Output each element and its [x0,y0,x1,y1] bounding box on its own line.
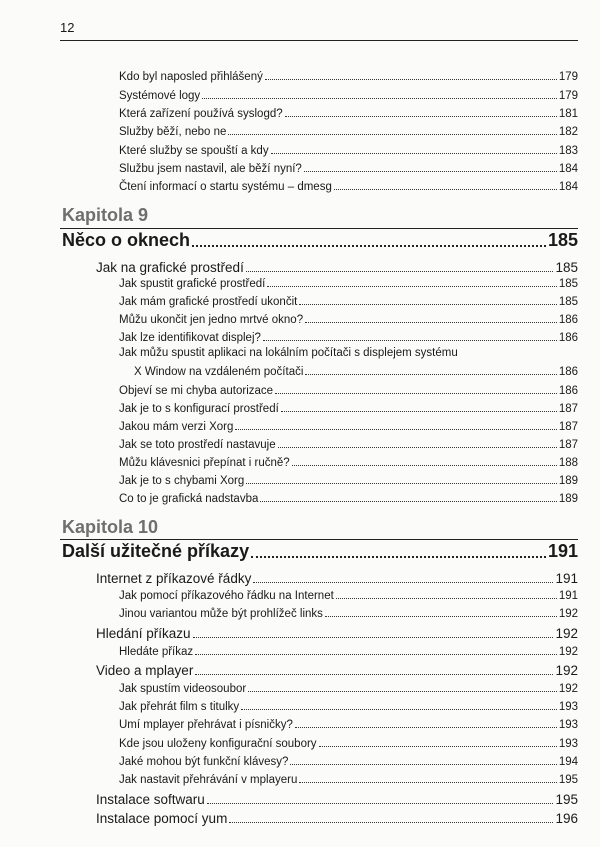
toc-entry[interactable] [119,679,578,695]
toc-entry[interactable] [119,752,578,768]
toc-entry[interactable] [119,159,578,175]
toc-entry[interactable] [119,67,578,83]
toc-entry-title: Systémové logy [119,90,201,102]
toc-entry-page: 191 [555,571,578,586]
toc-entry-page: 186 [558,385,578,397]
toc-entry-title: Instalace softwaru [96,792,205,807]
toc-section[interactable] [96,257,578,275]
toc-entry-title: Která zařízení používá syslogd? [119,108,283,120]
toc-entry[interactable] [119,274,578,290]
toc-entry[interactable] [119,453,578,469]
dot-leader [295,727,557,728]
toc-section[interactable] [96,789,578,807]
dot-leader [229,822,553,823]
toc-entry-page: 192 [558,646,578,658]
toc-entry-title: Jak přehrát film s titulky [119,701,240,713]
toc-entry-page: 187 [558,403,578,415]
toc-entry[interactable] [119,310,578,326]
dot-leader [246,483,557,484]
dot-leader [195,654,557,655]
toc-entry-title: Internet z příkazové řádky [96,571,252,586]
toc-entry-page: 184 [558,163,578,175]
toc-entry-page: 191 [547,541,578,561]
dot-leader [275,393,557,394]
toc-entry-title: Jakou mám verzi Xorg [119,421,234,433]
toc-entry[interactable] [119,715,578,731]
toc-entry-title-line1: Jak můžu spustit aplikaci na lokálním počítači s displejem systému [119,347,458,359]
dot-leader [281,411,557,412]
toc-entry-page: 179 [558,90,578,102]
toc-entry-page: 181 [558,108,578,120]
toc-entry-page: 192 [558,608,578,620]
dot-leader [228,134,556,135]
toc-section[interactable] [96,660,578,678]
toc-entry-title: Objeví se mi chyba autorizace [119,385,274,397]
toc-entry-title: Hledáte příkaz [119,646,194,658]
toc-entry-title: Jaké mohou být funkční klávesy? [119,756,289,768]
toc-entry[interactable] [119,328,578,344]
dot-leader [304,171,557,172]
toc-entry-page: 192 [555,663,578,678]
toc-entry-title: Čtení informací o startu systému – dmesg [119,181,332,193]
dot-leader [235,429,556,430]
toc-entry[interactable] [119,770,578,786]
dot-leader [305,322,557,323]
toc-entry-page: 195 [555,792,578,807]
dot-leader [202,98,557,99]
toc-entry-page: 185 [555,260,578,275]
toc-entry-page: 196 [555,811,578,826]
dot-leader [336,598,557,599]
toc-entry[interactable] [119,104,578,120]
toc-entry-page: 187 [558,421,578,433]
toc-entry[interactable] [119,435,578,451]
toc-entry[interactable] [119,642,578,658]
toc-entry-page: 193 [558,738,578,750]
chapter-label: Kapitola 9 [62,205,149,225]
dot-leader [207,803,554,804]
dot-leader [271,153,557,154]
toc-entry-title: Služby běží, nebo ne [119,126,227,138]
toc-entry-page: 191 [558,590,578,602]
dot-leader [246,271,554,272]
toc-entry-page: 183 [558,145,578,157]
toc-entry-page: 193 [558,719,578,731]
toc-entry[interactable] [134,362,578,378]
toc-entry-page: 194 [558,756,578,768]
dot-leader [299,304,556,305]
toc-entry-title: Kde jsou uloženy konfigurační soubory [119,738,317,750]
dot-leader [305,374,556,375]
toc-section[interactable] [96,623,578,641]
toc-entry-title: Jak se toto prostředí nastavuje [119,439,276,451]
dot-leader [260,501,556,502]
toc-entry-title: Umí mplayer přehrávat i písničky? [119,719,293,731]
toc-entry-title: Jak nastavit přehrávání v mplayeru [119,774,298,786]
toc-entry[interactable] [119,177,578,193]
dot-leader [253,582,553,583]
toc-entry-title: Video a mplayer [96,663,194,678]
toc-entry[interactable] [119,141,578,157]
toc-entry-title: Jak je to s konfigurací prostředí [119,403,279,415]
dot-leader [241,709,557,710]
toc-entry[interactable] [119,381,578,397]
toc-entry-title: Jak spustím videosoubor [119,683,247,695]
toc-entry-title: Jak lze identifikovat displej? [119,332,261,344]
toc-entry-page: 185 [558,278,578,290]
toc-entry[interactable] [119,417,578,433]
dot-leader [192,245,546,247]
toc-section[interactable] [96,808,578,826]
toc-entry[interactable] [119,697,578,713]
toc-entry-title: Které služby se spouští a kdy [119,145,269,157]
toc-entry-page: 193 [558,701,578,713]
toc-entry[interactable] [119,586,578,602]
dot-leader [285,116,557,117]
toc-entry-title: Instalace pomocí yum [96,811,228,826]
toc-entry-page: 186 [558,366,578,378]
toc-entry-page: 185 [547,230,578,250]
toc-entry[interactable] [119,86,578,102]
toc-entry-title: Hledání příkazu [96,626,191,641]
dot-leader [251,556,546,558]
toc-entry-title: Jak na grafické prostředí [96,260,244,275]
toc-entry-title: Něco o oknech [62,230,191,250]
toc-section[interactable] [96,568,578,586]
toc-entry-page: 186 [558,332,578,344]
dot-leader [265,79,557,80]
toc-entry-title: Jak pomocí příkazového řádku na Internet [119,590,334,602]
toc-entry-title: Můžu ukončit jen jedno mrtvé okno? [119,314,304,326]
dot-leader [193,637,554,638]
toc-entry-page: 189 [558,475,578,487]
toc-entry-page: 192 [555,626,578,641]
toc-entry-title-line2: X Window na vzdáleném počítači [134,366,304,378]
toc-entry-page: 184 [558,181,578,193]
toc-entry-page: 188 [558,457,578,469]
dot-leader [290,764,556,765]
toc-entry-title: Jak mám grafické prostředí ukončit [119,296,298,308]
toc-entry[interactable] [119,399,578,415]
dot-leader [299,782,556,783]
toc-entry-page: 192 [558,683,578,695]
page-number: 12 [60,20,75,35]
toc-entry-page: 185 [558,296,578,308]
toc-entry-page: 182 [558,126,578,138]
chapter-title-row[interactable] [62,229,578,251]
dot-leader [263,340,557,341]
toc-entry-title: Jak je to s chybami Xorg [119,475,245,487]
dot-leader [248,691,557,692]
dot-leader [325,616,557,617]
toc-entry[interactable] [119,604,578,620]
toc-entry-page: 195 [558,774,578,786]
toc-entry[interactable] [119,489,578,505]
toc-entry-page: 179 [558,71,578,83]
dot-leader [278,447,557,448]
toc-entry[interactable] [119,292,578,308]
toc-entry-title: Jinou variantou může být prohlížeč links [119,608,323,620]
toc-entry-page: 189 [558,493,578,505]
toc-entry[interactable] [119,122,578,138]
toc-entry-title: Další užitečné příkazy [62,541,250,561]
dot-leader [319,746,557,747]
header-rule [60,40,578,41]
toc-entry-title: Co to je grafická nadstavba [119,493,259,505]
toc-entry-page: 187 [558,439,578,451]
chapter-label: Kapitola 10 [62,517,159,537]
toc-entry[interactable] [119,471,578,487]
chapter-title-row[interactable] [62,540,578,562]
toc-entry-title: Jak spustit grafické prostředí [119,278,266,290]
toc-entry-title: Můžu klávesnici přepínat i ručně? [119,457,290,469]
toc-entry-title: Službu jsem nastavil, ale běží nyní? [119,163,302,175]
dot-leader [195,674,553,675]
dot-leader [292,465,557,466]
toc-entry-page: 186 [558,314,578,326]
dot-leader [267,286,556,287]
dot-leader [334,189,557,190]
toc-entry[interactable] [119,734,578,750]
toc-entry-title: Kdo byl naposled přihlášený [119,71,263,83]
